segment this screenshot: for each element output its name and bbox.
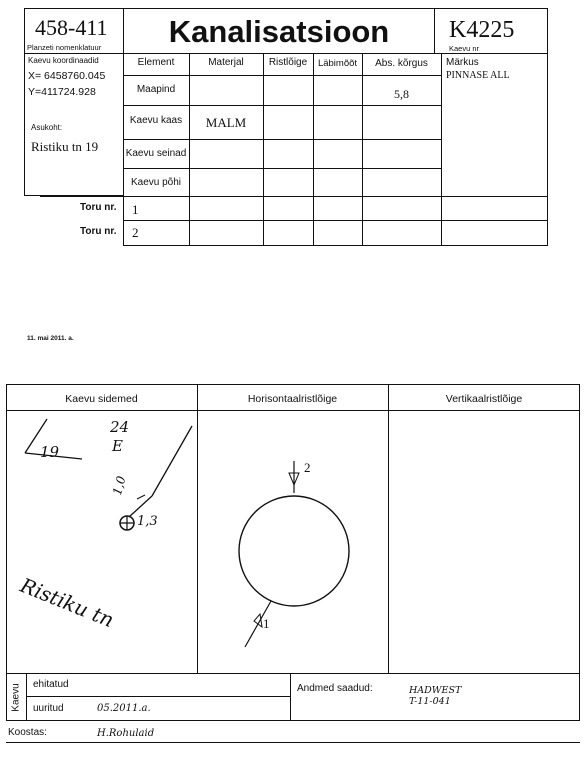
koostas-label: Koostas:: [8, 727, 47, 738]
row-line: [40, 196, 548, 197]
row-materjal: MALM: [205, 115, 247, 130]
well-circle: [239, 496, 349, 606]
section-horizontal-title: Horisontaalristlõige: [247, 393, 338, 405]
header-abs: Abs. kõrgus: [375, 58, 428, 69]
date-note: 11. mai 2011. a.: [27, 335, 74, 342]
col-line: [441, 53, 442, 246]
street-label: Ristiku tn: [17, 573, 118, 633]
footer-row-line: [26, 696, 290, 697]
header-ristloige: Ristlõige: [268, 57, 308, 68]
source-value-1: HADWEST: [409, 685, 462, 696]
col-line: [313, 53, 314, 246]
koostas-line: [6, 742, 580, 743]
location-value: Ristiku tn 19: [31, 139, 99, 154]
source-value-2: T-11-041: [409, 696, 451, 707]
well-number: K4225: [449, 17, 515, 43]
well-label: Kaevu nr: [449, 44, 480, 53]
tie-label-24: 24: [110, 418, 130, 436]
page-title: Kanalisatsioon: [168, 14, 390, 49]
row-abs: 5,8: [394, 87, 409, 101]
sheet-number: 458-411: [35, 15, 108, 40]
horizontal-section-drawing: [198, 411, 387, 673]
col-line: [362, 53, 363, 246]
coordinates-label: Kaevu koordinaadid: [28, 56, 99, 65]
row-element: Kaevu põhi: [130, 177, 182, 188]
row-line: [123, 220, 548, 221]
pipe-label: Toru nr.: [80, 202, 117, 213]
uuritud-label: uuritud: [33, 703, 64, 714]
sheet-label: Planzeti nomenklatuur: [27, 43, 102, 52]
section-vertical-title: Vertikaalristlõige: [445, 393, 523, 405]
info-box: [24, 53, 124, 196]
sheet-number-box: [24, 8, 124, 54]
pipe-1-label: 1: [263, 616, 270, 631]
koostas-value: H.Rohulaid: [97, 728, 155, 739]
section-ties-title: Kaevu sidemed: [65, 393, 138, 405]
tie-label-e: E: [112, 437, 123, 455]
location-label: Asukoht:: [31, 123, 63, 132]
source-label: Andmed saadud:: [297, 683, 373, 694]
row-line: [123, 75, 441, 76]
header-markus: Märkus: [446, 57, 479, 68]
header-labimoot: Läbimõõt: [317, 58, 358, 69]
sketch-divider: [388, 384, 389, 674]
remark-value: PINNASE ALL: [446, 70, 510, 81]
ties-sketch: [7, 411, 196, 673]
header-materjal: Materjal: [208, 57, 244, 68]
pipe-number: 1: [132, 202, 139, 217]
ehitatud-label: ehitatud: [33, 679, 69, 690]
row-line: [123, 139, 441, 140]
row-element: Maapind: [136, 84, 176, 95]
col-line: [263, 53, 264, 246]
footer-divider: [290, 673, 291, 721]
row-element: Kaevu kaas: [129, 115, 183, 126]
coordinate-y: Y=411724.928: [28, 86, 96, 98]
coordinate-x: X= 6458760.045: [28, 70, 106, 82]
well-number-box: [434, 8, 548, 54]
row-line: [123, 105, 441, 106]
row-line: [123, 168, 441, 169]
footer-frame: [6, 673, 580, 721]
kaevu-label: Kaevu: [10, 683, 22, 712]
pipe-label: Toru nr.: [80, 226, 117, 237]
header-element: Element: [137, 57, 175, 68]
row-element: Kaevu seinad: [125, 148, 187, 159]
tie-label-1-0: 1,0: [110, 474, 129, 497]
title-box: [123, 8, 435, 54]
uuritud-value: 05.2011.a.: [97, 703, 151, 714]
tie-label-1-3: 1,3: [137, 514, 158, 529]
col-line: [189, 53, 190, 246]
pipe-2-label: 2: [304, 460, 311, 475]
tie-label-19: 19: [40, 443, 60, 461]
footer-divider: [26, 673, 27, 721]
pipe-number: 2: [132, 225, 139, 240]
